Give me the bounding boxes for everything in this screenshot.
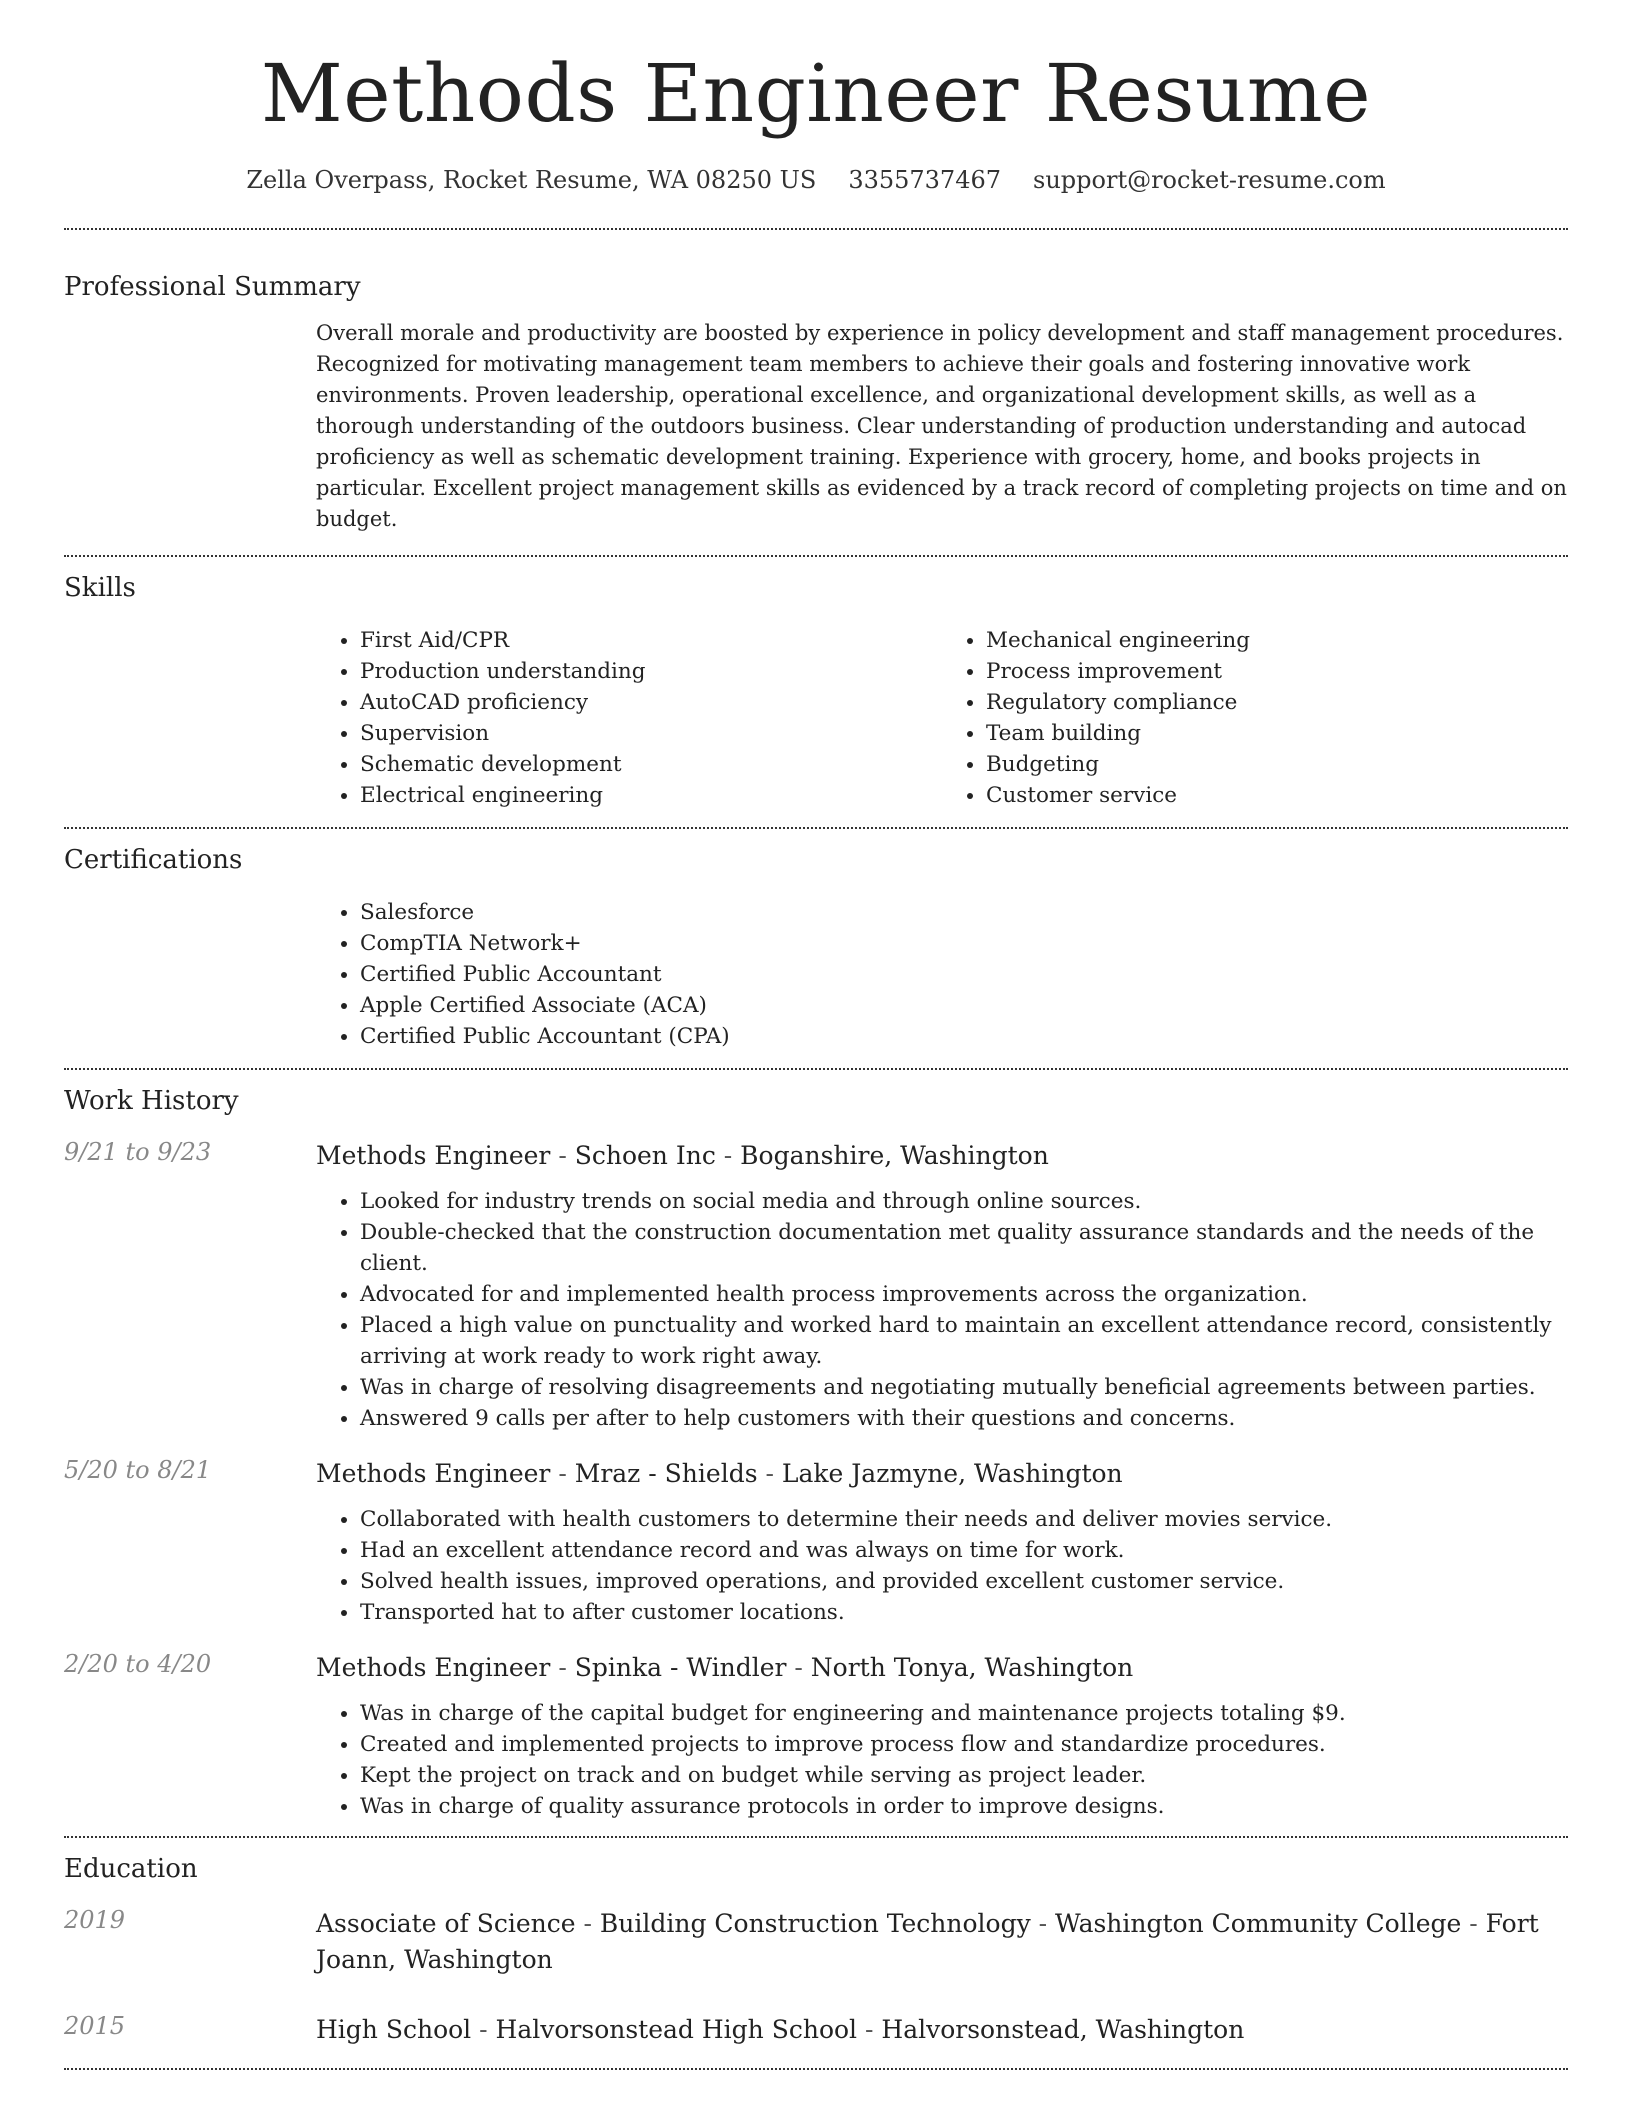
separator: -	[786, 1653, 811, 1682]
work-bullets	[316, 1698, 1568, 1822]
separator: -	[575, 1909, 600, 1938]
work-headline	[316, 1138, 1049, 1174]
work-section	[0, 1070, 1632, 1836]
list-item: • Had an excellent attendance record and was always on time for work.	[360, 1535, 1568, 1566]
education-section	[0, 1838, 1632, 2068]
education-entry	[64, 1906, 1568, 1978]
separator: -	[550, 1141, 575, 1170]
work-location: Lake Jazmyne, Washington	[781, 1459, 1123, 1488]
education-year: 2019	[64, 1906, 126, 1934]
list-item: • Looked for industry trends on social media and through online sources.	[360, 1186, 1568, 1217]
education-location: Halvorsonstead, Washington	[881, 2015, 1245, 2044]
separator: -	[757, 1459, 782, 1488]
work-heading: Work History	[64, 1086, 239, 1116]
list-item: • CompTIA Network+	[360, 928, 1568, 959]
work-bullets	[316, 1186, 1568, 1434]
work-bullets	[316, 1504, 1568, 1628]
page-title: Methods Engineer Resume	[260, 47, 1372, 140]
list-item: • Schematic development	[360, 749, 942, 780]
list-item: • Placed a high value on punctuality and worked hard to maintain an excellent attendance record, consistently arriving at work ready to work right away.	[360, 1310, 1568, 1372]
education-entry	[64, 2012, 1568, 2048]
list-item: • AutoCAD proficiency	[360, 687, 942, 718]
work-dates: 2/20 to 4/20	[64, 1650, 212, 1678]
list-item: • Budgeting	[986, 749, 1568, 780]
education-school: Halvorsonstead High School	[495, 2015, 858, 2044]
education-location: Fort Joann, Washington	[316, 1909, 1539, 1974]
list-item: • Was in charge of resolving disagreements and negotiating mutually beneficial agreements between parties.	[360, 1372, 1568, 1403]
separator: -	[471, 2015, 496, 2044]
contact-address: Zella Overpass, Rocket Resume, WA 08250 US	[246, 166, 817, 194]
list-item: • Customer service	[986, 780, 1568, 811]
divider	[64, 2068, 1568, 2070]
work-role: Methods Engineer	[316, 1141, 551, 1170]
education-heading: Education	[64, 1854, 198, 1884]
education-year: 2015	[64, 2012, 126, 2040]
contact-phone: 3355737467	[848, 166, 1002, 194]
work-company: Mraz - Shields	[574, 1459, 758, 1488]
separator: -	[550, 1459, 575, 1488]
summary-text: Overall morale and productivity are boosted by experience in policy development and staff management procedures. Recognized for motivating management team members to achieve their goals and fostering innovative work environments. Proven leadership, operational excellence, and organizational development skills, as well as a thorough understanding of the outdoors business. Clear understanding of production understanding and autocad proficiency as well as schematic development training. Experience with grocery, home, and books projects in particular. Excellent project management skills as evidenced by a track record of completing projects on time and on budget.	[316, 321, 1567, 531]
list-item: • Team building	[986, 718, 1568, 749]
list-item: • Advocated for and implemented health process improvements across the organization.	[360, 1279, 1568, 1310]
contact-email: support@rocket-resume.com	[1033, 166, 1386, 194]
list-item: • Salesforce	[360, 897, 1568, 928]
resume-header	[0, 0, 1632, 194]
list-item: • First Aid/CPR	[360, 625, 942, 656]
work-company: Spinka - Windler	[574, 1653, 787, 1682]
list-item: • Solved health issues, improved operations, and provided excellent customer service.	[360, 1566, 1568, 1597]
list-item: • Was in charge of the capital budget for engineering and maintenance projects totaling $9.	[360, 1698, 1568, 1729]
certifications-section	[0, 829, 1632, 1068]
separator: -	[715, 1141, 741, 1170]
list-item: • Double-checked that the construction documentation met quality assurance standards and the needs of the client.	[360, 1217, 1568, 1279]
work-headline	[316, 1650, 1133, 1686]
work-company: Schoen Inc	[574, 1141, 716, 1170]
work-entry	[64, 1456, 1568, 1628]
certifications-list	[316, 897, 1568, 1052]
list-item: • Apple Certified Associate (ACA)	[360, 990, 1568, 1021]
summary-heading: Professional Summary	[64, 272, 361, 302]
list-item: • Kept the project on track and on budget while serving as project leader.	[360, 1760, 1568, 1791]
work-entry	[64, 1138, 1568, 1434]
skills-list-left	[316, 625, 942, 811]
work-role: Methods Engineer	[316, 1459, 551, 1488]
certifications-heading: Certifications	[64, 845, 243, 875]
contact-line	[0, 166, 1632, 194]
separator: -	[857, 2015, 882, 2044]
work-entry	[64, 1650, 1568, 1822]
separator: -	[1030, 1909, 1056, 1938]
work-headline	[316, 1456, 1123, 1492]
list-item: • Mechanical engineering	[986, 625, 1568, 656]
separator: -	[1461, 1909, 1486, 1938]
education-degree: Associate of Science	[316, 1909, 576, 1938]
skills-section	[0, 557, 1632, 827]
work-location: Boganshire, Washington	[740, 1141, 1049, 1170]
work-dates: 5/20 to 8/21	[64, 1456, 212, 1484]
list-item: • Certified Public Accountant (CPA)	[360, 1021, 1568, 1052]
list-item: • Electrical engineering	[360, 780, 942, 811]
list-item: • Answered 9 calls per after to help customers with their questions and concerns.	[360, 1403, 1568, 1434]
education-headline	[316, 2012, 1244, 2048]
work-dates: 9/21 to 9/23	[64, 1138, 212, 1166]
list-item: • Was in charge of quality assurance protocols in order to improve designs.	[360, 1791, 1568, 1822]
list-item: • Production understanding	[360, 656, 942, 687]
skills-list-right	[942, 625, 1568, 811]
education-headline	[316, 1906, 1568, 1978]
list-item: • Transported hat to after customer locations.	[360, 1597, 1568, 1628]
skills-heading: Skills	[64, 573, 136, 603]
list-item: • Supervision	[360, 718, 942, 749]
summary-section	[0, 230, 1632, 555]
education-field: Building Construction Technology	[599, 1909, 1031, 1938]
list-item: • Created and implemented projects to improve process flow and standardize procedures.	[360, 1729, 1568, 1760]
work-role: Methods Engineer	[316, 1653, 551, 1682]
separator: -	[550, 1653, 575, 1682]
education-school: Washington Community College	[1055, 1909, 1462, 1938]
work-location: North Tonya, Washington	[810, 1653, 1134, 1682]
list-item: • Collaborated with health customers to determine their needs and deliver movies service.	[360, 1504, 1568, 1535]
list-item: • Certified Public Accountant	[360, 959, 1568, 990]
education-degree: High School	[316, 2015, 472, 2044]
list-item: • Regulatory compliance	[986, 687, 1568, 718]
list-item: • Process improvement	[986, 656, 1568, 687]
